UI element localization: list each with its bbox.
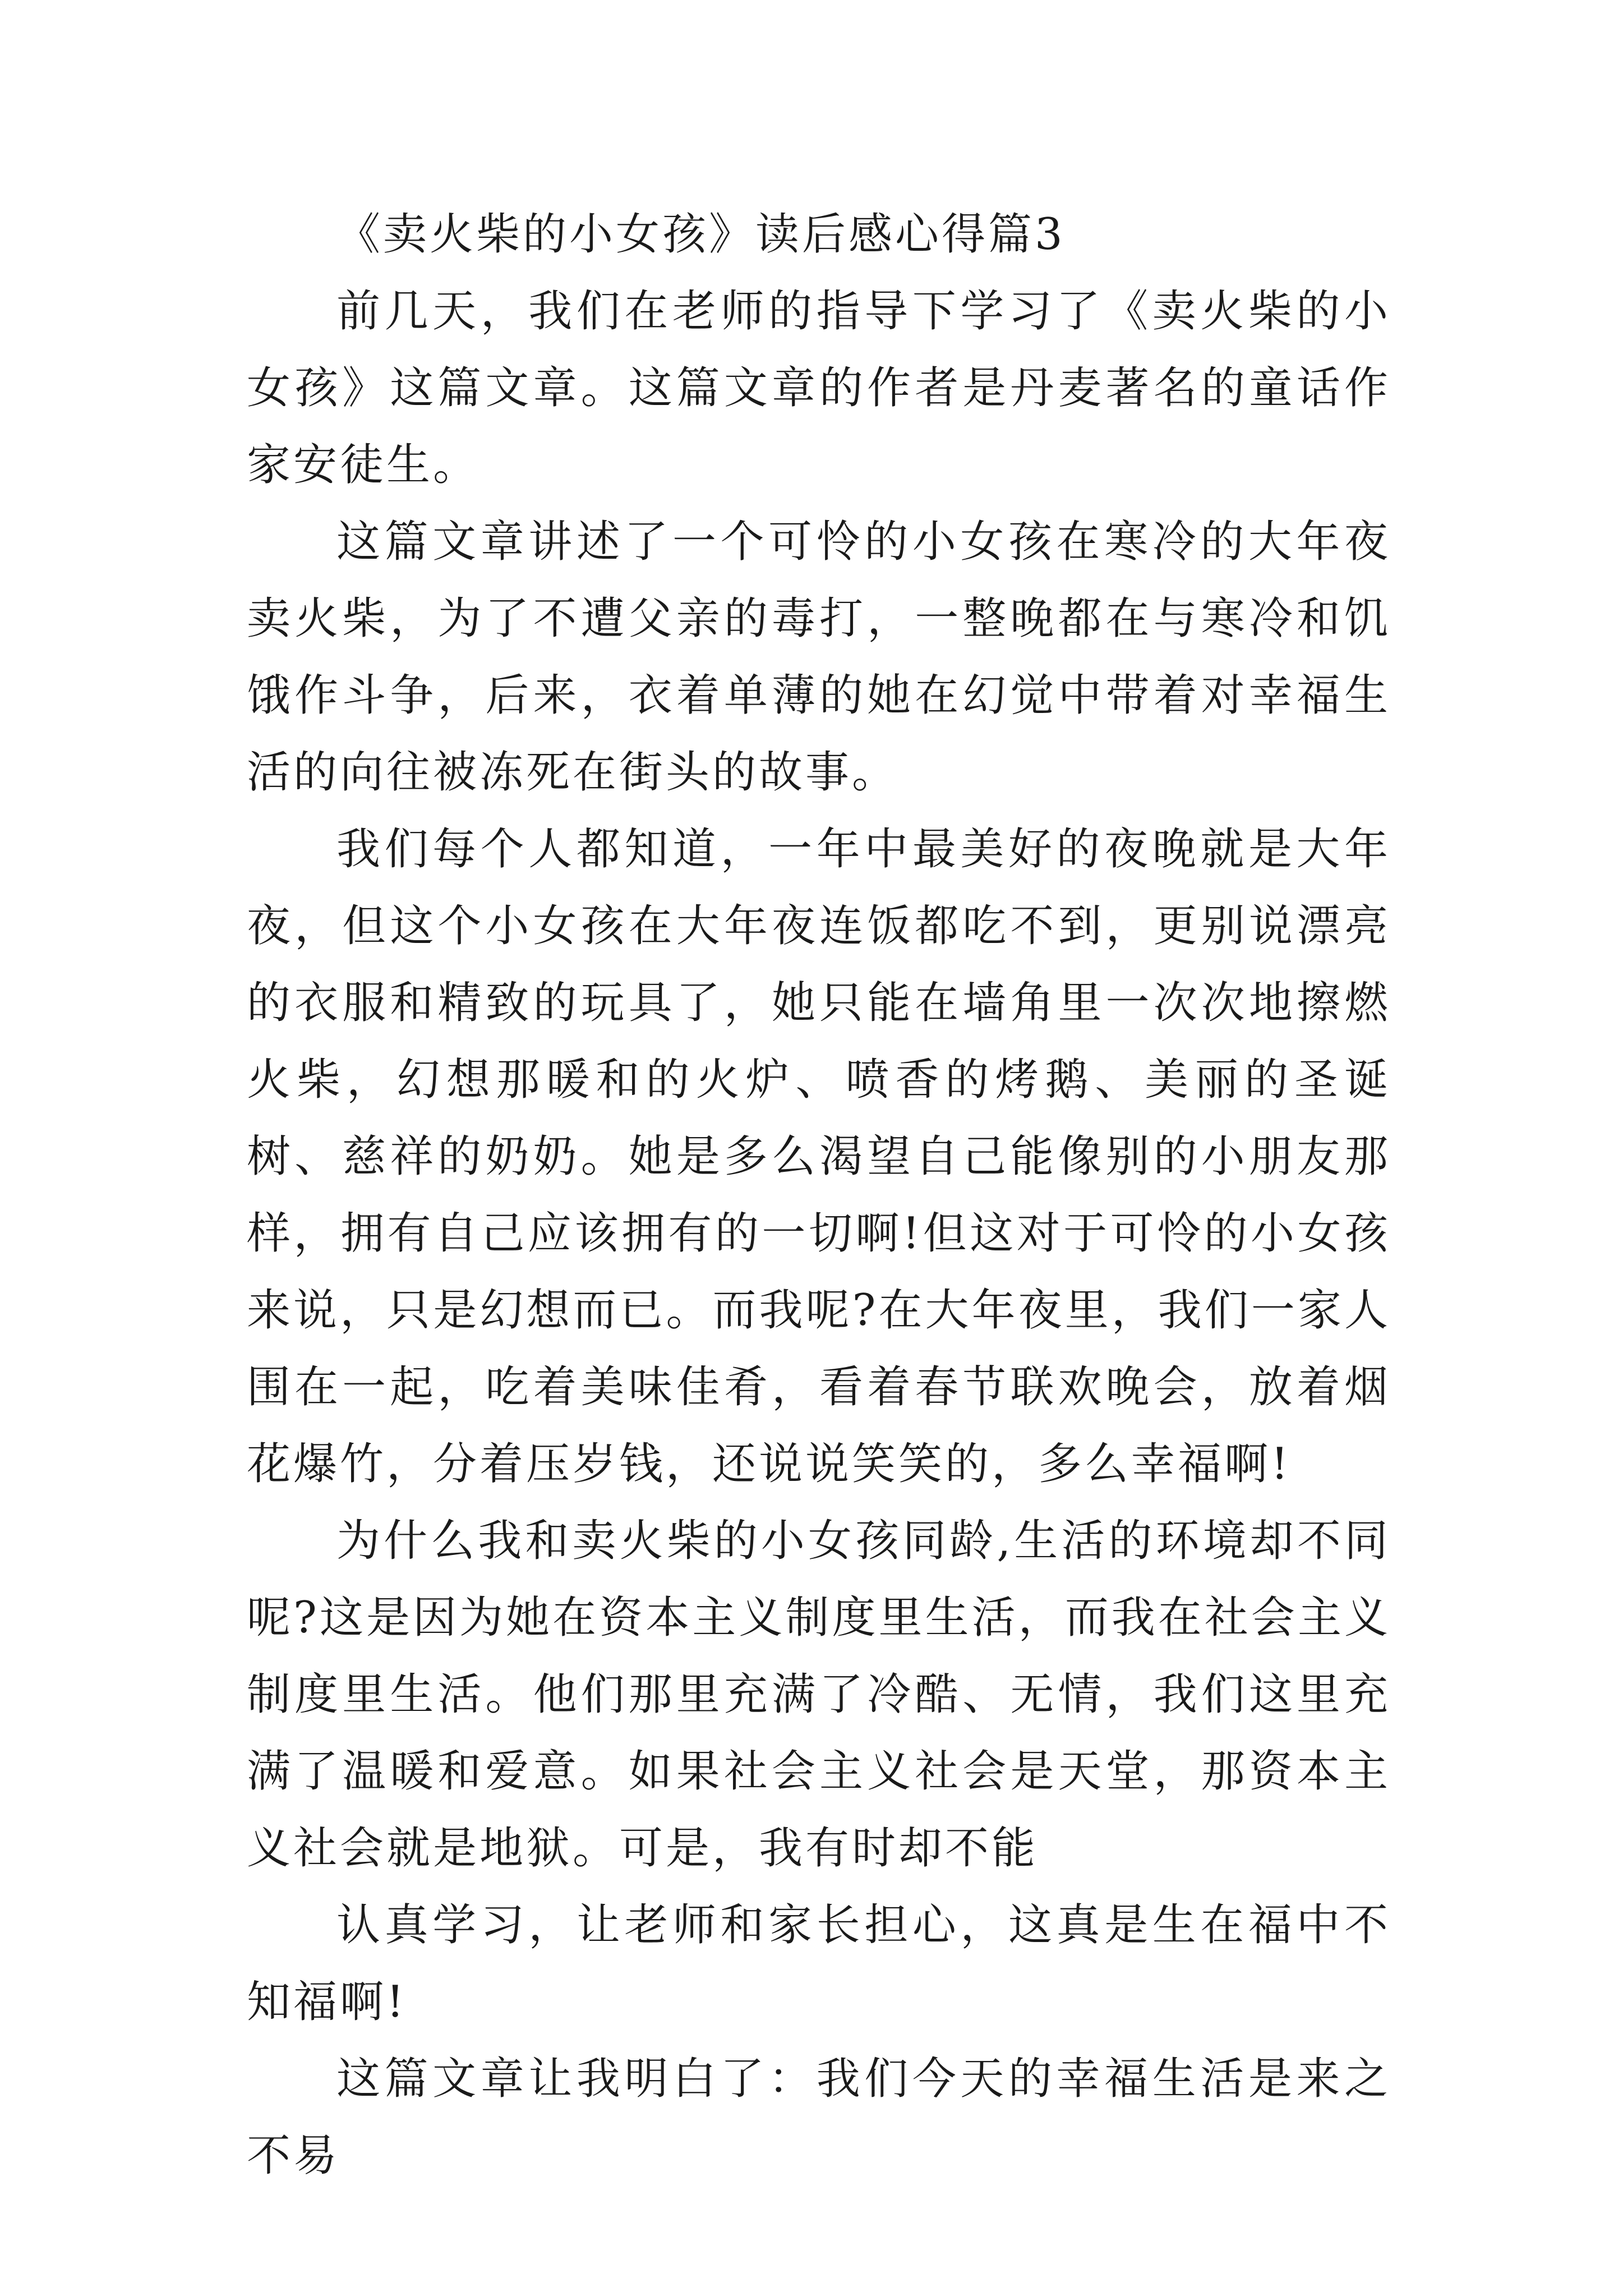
paragraph-3: 我们每个人都知道，一年中最美好的夜晚就是大年夜，但这个小女孩在大年夜连饭都吃不到，更别说漂亮的衣服和精致的玩具了，她只能在墙角里一次次地擦燃火柴，幻想那暖和的火炉、喷香的烤鹅、美丽的圣诞树、慈祥的奶奶。她是多么渴望自己能像别的小朋友那样，拥有自己应该拥有的一切啊!但这对于可怜的小女孩来说，只是幻想而已。而我呢?在大年夜里，我们一家人围在一起，吃着美味佳肴，看着春节联欢晚会，放着烟花爆竹，分着压岁钱，还说说笑笑的，多么幸福啊! — [247, 824, 1391, 1489]
document-body — [247, 196, 1391, 2194]
paragraph-2: 这篇文章讲述了一个可怜的小女孩在寒冷的大年夜卖火柴，为了不遭父亲的毒打，一整晚都在与寒冷和饥饿作斗争，后来，衣着单薄的她在幻觉中带着对幸福生活的向往被冻死在街头的故事。 — [247, 517, 1391, 798]
paragraph-4: 为什么我和卖火柴的小女孩同龄,生活的环境却不同呢?这是因为她在资本主义制度里生活，而我在社会主义制度里生活。他们那里充满了冷酷、无情，我们这里充满了温暖和爱意。如果社会主义社会是天堂，那资本主义社会就是地狱。可是，我有时却不能 — [247, 1516, 1391, 1874]
paragraph-6: 这篇文章让我明白了：我们今天的幸福生活是来之不易 — [247, 2054, 1391, 2181]
paragraph-1: 前几天，我们在老师的指导下学习了《卖火柴的小女孩》这篇文章。这篇文章的作者是丹麦著名的童话作家安徒生。 — [247, 286, 1391, 490]
paragraph-5: 认真学习，让老师和家长担心，这真是生在福中不知福啊! — [247, 1900, 1391, 2027]
document-title: 《卖火柴的小女孩》读后感心得篇3 — [336, 209, 1066, 260]
